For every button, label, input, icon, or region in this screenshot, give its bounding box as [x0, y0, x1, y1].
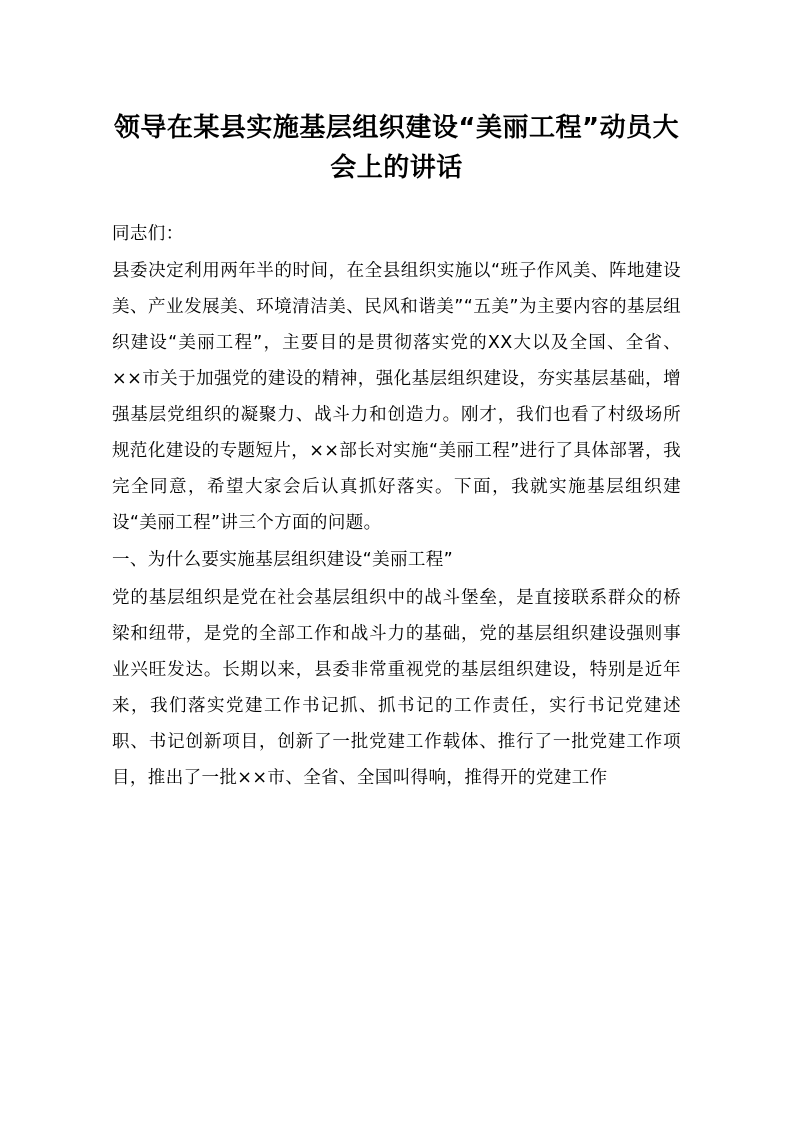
page-title: 领导在某县实施基层组织建设“美丽工程”动员大会上的讲话 [113, 113, 680, 184]
paragraph-salutation: 同志们： [112, 223, 184, 244]
document-body [112, 217, 681, 797]
paragraph-section-one-body: 党的基层组织是党在社会基层组织中的战斗堡垒，是直接联系群众的桥梁和纽带，是党的全部工作和战斗力的基础，党的基层组织建设强则事业兴旺发达。长期以来，县委非常重视党的基层组织建设，特别是近年来，我们落实党建工作书记抓、抓书记的工作责任，实行书记党建述职、书记创新项目，创新了一批党建工作载体、推行了一批党建工作项目，推出了一批××市、全省、全国叫得响，推得开的党建工作 [112, 588, 681, 788]
paragraph-opening: 县委决定利用两年半的时间，在全县组织实施以“班子作风美、阵地建设美、产业发展美、环境清洁美、民风和谐美”“五美”为主要内容的基层组织建设“美丽工程”，主要目的是贯彻落实党的XX大以及全国、全省、××市关于加强党的建设的精神，强化基层组织建设，夯实基层基础，增强基层党组织的凝聚力、战斗力和创造力。刚才，我们也看了村级场所规范化建设的专题短片，××部长对实施“美丽工程”进行了具体部署，我完全同意，希望大家会后认真抓好落实。下面，我就实施基层组织建设“美丽工程”讲三个方面的问题。 [112, 261, 681, 533]
heading-section-one: 一、为什么要实施基层组织建设“美丽工程” [112, 550, 454, 571]
